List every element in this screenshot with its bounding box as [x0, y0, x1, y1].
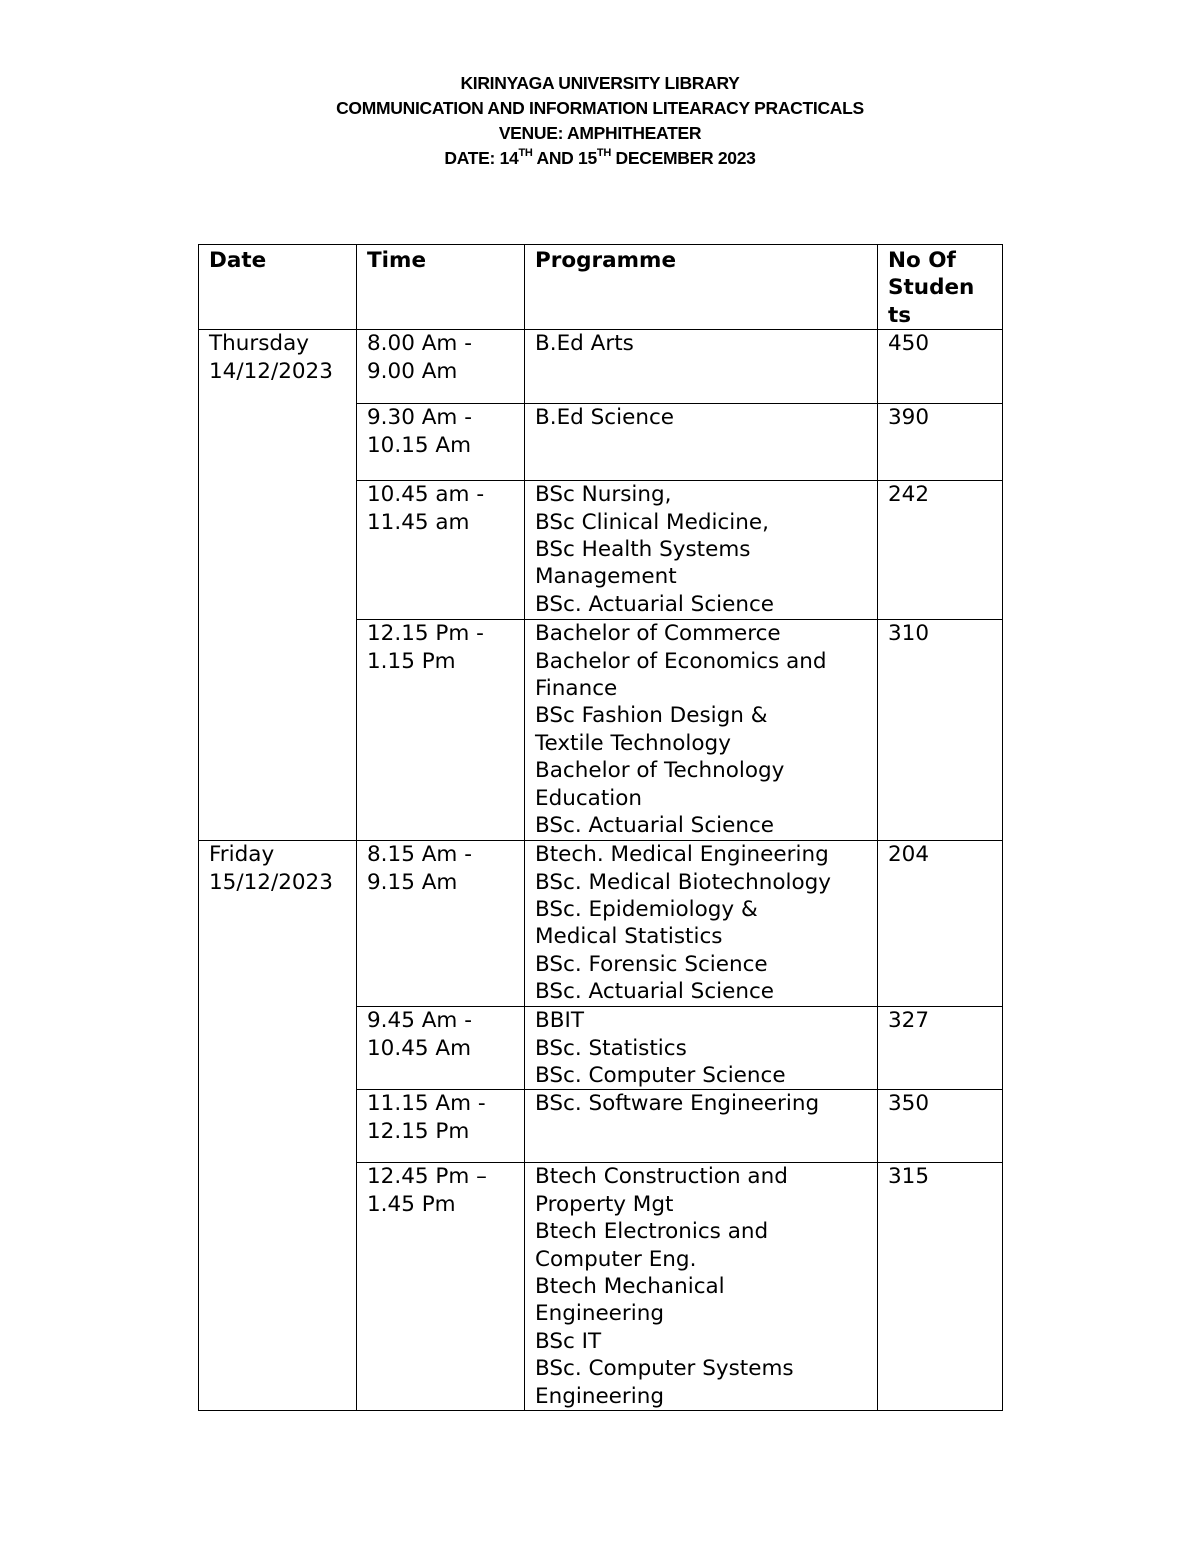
programme-item: BSc. Computer Systems — [535, 1356, 794, 1382]
programme-cell — [525, 330, 878, 404]
heading-line-venue: VENUE: AMPHITHEATER — [498, 123, 702, 143]
date-middle: AND 15 — [532, 148, 597, 168]
document-heading — [0, 71, 1200, 171]
time-end: 9.15 Am — [367, 869, 458, 895]
column-header-programme: Programme — [525, 245, 878, 330]
programme-item: Btech Construction and — [535, 1164, 788, 1190]
programme-item: Btech. Medical Engineering — [535, 842, 829, 868]
time-start: 9.30 Am - — [367, 405, 472, 431]
time-end: 11.45 am — [367, 509, 470, 535]
programme-item: BSc. Actuarial Science — [535, 591, 775, 617]
programme-cell — [525, 841, 878, 1007]
time-end: 10.45 Am — [367, 1035, 472, 1061]
students-cell: 204 — [878, 841, 1003, 1007]
time-cell — [357, 620, 525, 841]
programme-item: BSc. Epidemiology & — [535, 897, 758, 923]
programme-item: Education — [535, 785, 643, 811]
heading-line-course: COMMUNICATION AND INFORMATION LITEARACY PRACTICALS — [336, 98, 864, 118]
students-cell: 450 — [878, 330, 1003, 404]
programme-item: Bachelor of Technology — [535, 758, 785, 784]
time-cell — [357, 481, 525, 620]
students-cell: 242 — [878, 481, 1003, 620]
programme-item: Engineering — [535, 1301, 664, 1327]
students-cell: 327 — [878, 1007, 1003, 1090]
students-cell: 315 — [878, 1163, 1003, 1411]
programme-item: BSc IT — [535, 1328, 602, 1354]
column-header-time: Time — [357, 245, 525, 330]
programme-cell — [525, 1007, 878, 1090]
time-start: 12.45 Pm – — [367, 1164, 487, 1190]
programme-item: Btech Mechanical — [535, 1274, 725, 1300]
day-date: 15/12/2023 — [209, 869, 333, 895]
programme-item: BSc Health Systems — [535, 537, 751, 563]
programme-item: BSc. Software Engineering — [535, 1091, 820, 1117]
students-cell: 310 — [878, 620, 1003, 841]
time-cell — [357, 404, 525, 481]
programme-item: Property Mgt — [535, 1191, 674, 1217]
heading-line-date — [0, 146, 1200, 171]
day-date: 14/12/2023 — [209, 358, 333, 384]
time-cell — [357, 1163, 525, 1411]
column-header-students — [878, 245, 1003, 330]
programme-item: B.Ed Arts — [535, 331, 634, 357]
date-superscript-1: TH — [518, 147, 533, 160]
day-name: Friday — [209, 842, 275, 868]
table-header-row — [199, 245, 1003, 330]
schedule-table — [198, 244, 1003, 1411]
programme-item: BSc. Actuarial Science — [535, 813, 775, 839]
time-end: 9.00 Am — [367, 358, 458, 384]
time-cell — [357, 1090, 525, 1163]
time-start: 12.15 Pm - — [367, 621, 484, 647]
date-superscript-2: TH — [596, 147, 611, 160]
programme-item: BSc. Forensic Science — [535, 951, 768, 977]
time-start: 8.15 Am - — [367, 842, 472, 868]
students-header-line: No Of — [888, 248, 956, 273]
programme-item: Bachelor of Economics and — [535, 648, 827, 674]
programme-item: BSc. Actuarial Science — [535, 979, 775, 1005]
time-cell — [357, 841, 525, 1007]
time-start: 10.45 am - — [367, 482, 485, 508]
time-start: 9.45 Am - — [367, 1008, 472, 1034]
time-end: 1.15 Pm — [367, 648, 456, 674]
time-end: 1.45 Pm — [367, 1191, 456, 1217]
time-cell — [357, 330, 525, 404]
programme-item: Medical Statistics — [535, 924, 723, 950]
programme-cell — [525, 1163, 878, 1411]
programme-item: BSc. Computer Science — [535, 1063, 786, 1089]
programme-item: BSc Fashion Design & — [535, 703, 768, 729]
programme-item: Computer Eng. — [535, 1246, 697, 1272]
programme-cell — [525, 620, 878, 841]
programme-item: BSc Clinical Medicine, — [535, 509, 769, 535]
programme-item: BSc Nursing, — [535, 482, 672, 508]
students-header-line: ts — [888, 302, 912, 328]
students-cell: 350 — [878, 1090, 1003, 1163]
programme-item: BSc. Medical Biotechnology — [535, 869, 831, 895]
heading-line-library: KIRINYAGA UNIVERSITY LIBRARY — [460, 73, 740, 93]
programme-item: Textile Technology — [535, 730, 731, 756]
date-prefix: DATE: 14 — [444, 148, 519, 168]
time-start: 11.15 Am - — [367, 1091, 486, 1117]
date-suffix: DECEMBER 2023 — [611, 148, 756, 168]
programme-item: BBIT — [535, 1008, 584, 1034]
programme-cell — [525, 1090, 878, 1163]
table-row — [199, 330, 1003, 404]
programme-cell — [525, 404, 878, 481]
programme-item: B.Ed Science — [535, 405, 674, 431]
programme-item: Engineering — [535, 1383, 664, 1409]
date-cell-friday — [199, 841, 357, 1411]
time-end: 12.15 Pm — [367, 1118, 470, 1144]
programme-item: Management — [535, 564, 677, 590]
time-start: 8.00 Am - — [367, 331, 472, 357]
date-cell-thursday — [199, 330, 357, 841]
time-cell — [357, 1007, 525, 1090]
students-cell: 390 — [878, 404, 1003, 481]
programme-item: Finance — [535, 676, 618, 702]
programme-item: Btech Electronics and — [535, 1219, 769, 1245]
programme-item: BSc. Statistics — [535, 1035, 687, 1061]
students-header-line: Studen — [888, 275, 975, 301]
programme-cell — [525, 481, 878, 620]
table-row — [199, 841, 1003, 1007]
programme-item: Bachelor of Commerce — [535, 621, 781, 647]
column-header-date: Date — [199, 245, 357, 330]
day-name: Thursday — [209, 331, 309, 357]
time-end: 10.15 Am — [367, 432, 472, 458]
